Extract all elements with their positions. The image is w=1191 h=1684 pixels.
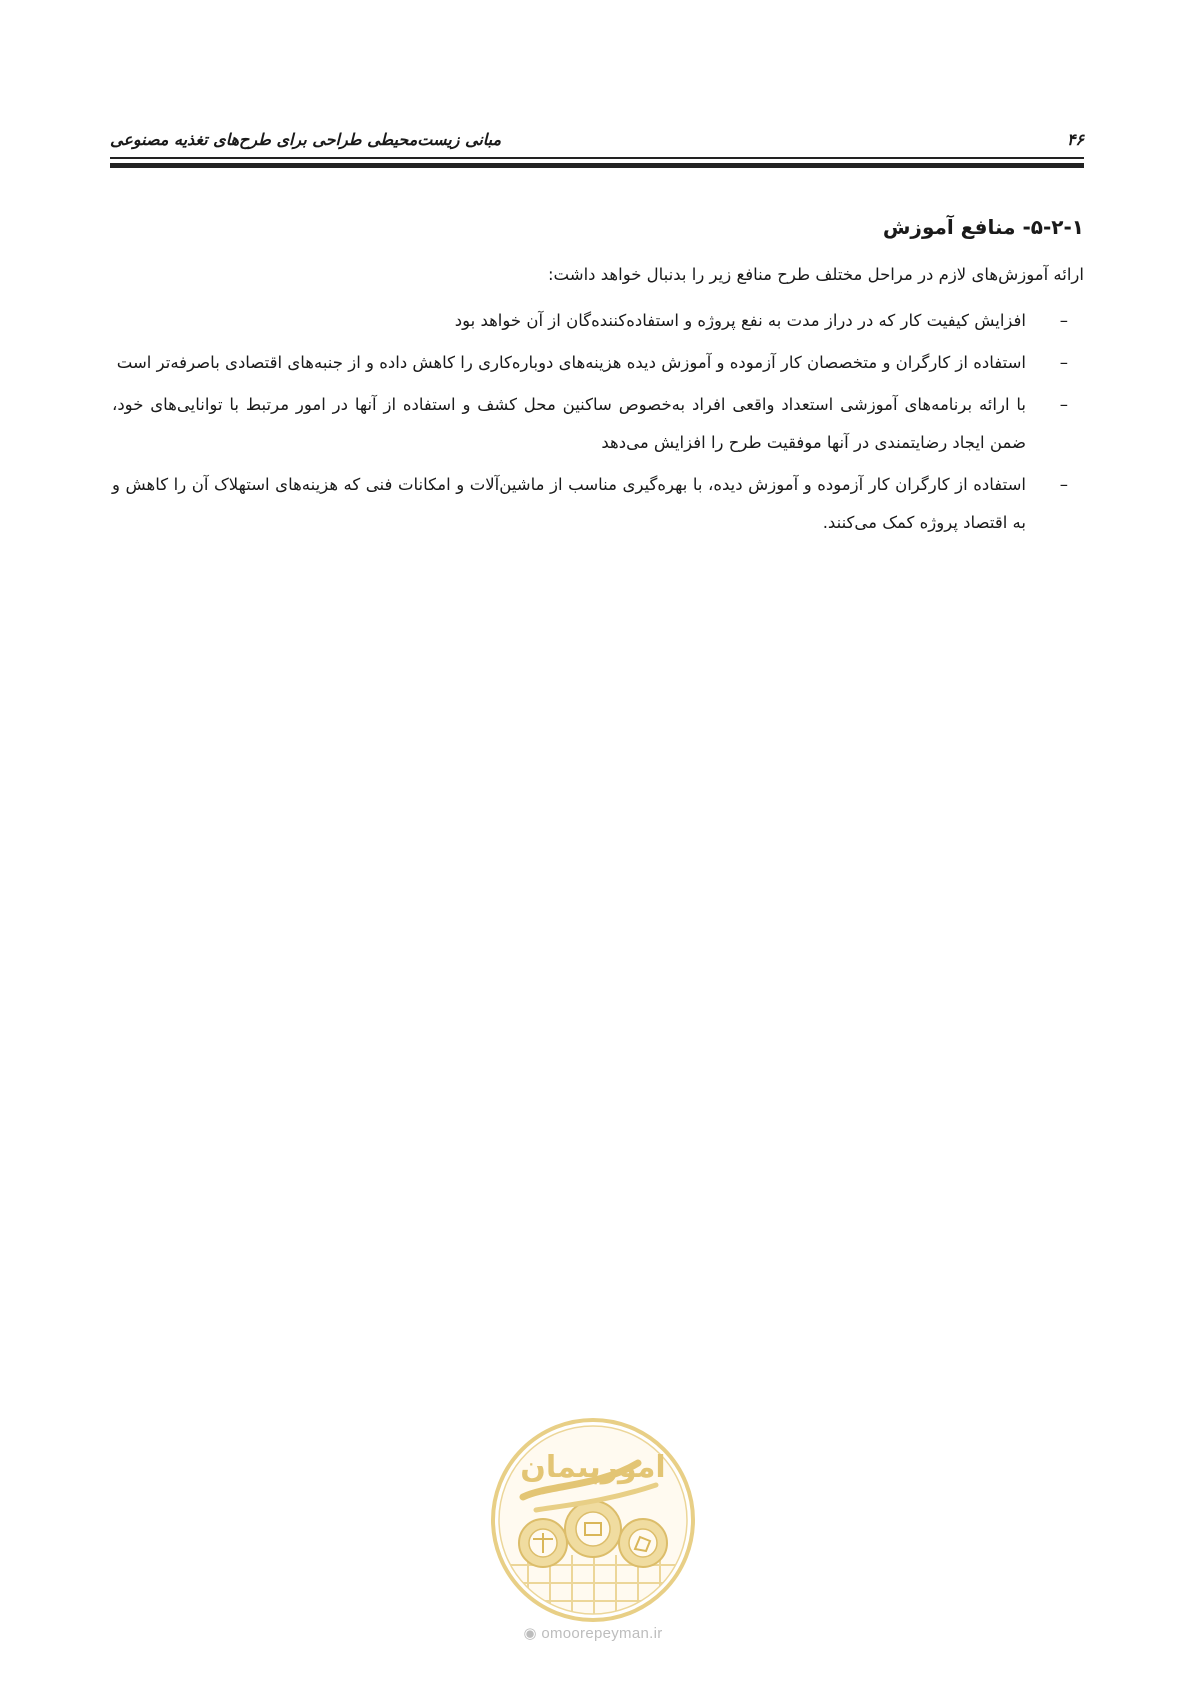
bullet-dash: – [1059, 353, 1068, 372]
list-item-text: با ارائه برنامه‌های آموزشی استعداد واقعی افراد به‌خصوص ساکنین محل کشف و استفاده از آنها در امور مرتبط با توانایی‌های خود، ضمن ایجاد رضایتمندی در آنها موفقیت طرح را افزایش می‌دهد [112, 395, 1026, 452]
page-number: ۴۶ [1066, 130, 1084, 149]
bullet-dash: – [1059, 311, 1068, 330]
section-heading: ۵-۲-۱- منافع آموزش [882, 215, 1084, 239]
header-rule-thin [110, 157, 1084, 159]
running-title: مبانی زیست‌محیطی طراحی برای طرح‌های تغذیه مصنوعی [110, 130, 502, 149]
watermark-seal-icon [488, 1415, 698, 1625]
header-rule-thick [110, 163, 1084, 168]
list-item [112, 466, 1084, 542]
watermark-url-text: omoorepeyman.ir [541, 1625, 663, 1642]
list-item-text: استفاده از کارگران کار آزموده و آموزش دیده، با بهره‌گیری مناسب از ماشین‌آلات و امکانات فنی که هزینه‌های استهلاک آن را کاهش و به اقتصاد پروژه کمک می‌کنند. [112, 475, 1026, 532]
watermark-globe-icon: ◉ [523, 1625, 537, 1642]
list-item [112, 344, 1084, 382]
list-item-text: استفاده از کارگران و متخصصان کار آزموده و آموزش دیده هزینه‌های دوباره‌کاری را کاهش داده و از جنبه‌های اقتصادی باصرفه‌تر است [116, 353, 1026, 372]
list-item [112, 386, 1084, 462]
running-header [110, 126, 1084, 156]
bullet-dash: – [1059, 475, 1068, 494]
watermark-url [488, 1624, 698, 1642]
watermark-logo-text: امورپیمان [520, 1450, 666, 1485]
bullet-dash: – [1059, 395, 1068, 414]
list-item [112, 302, 1084, 340]
bullet-list [112, 302, 1084, 542]
watermark-logo [488, 1415, 698, 1625]
list-item-text: افزایش کیفیت کار که در دراز مدت به نفع پروژه و استفاده‌کننده‌گان از آن خواهد بود [454, 311, 1026, 330]
intro-paragraph: ارائه آموزش‌های لازم در مراحل مختلف طرح منافع زیر را بدنبال خواهد داشت: [547, 265, 1084, 284]
page-content [112, 212, 1084, 546]
